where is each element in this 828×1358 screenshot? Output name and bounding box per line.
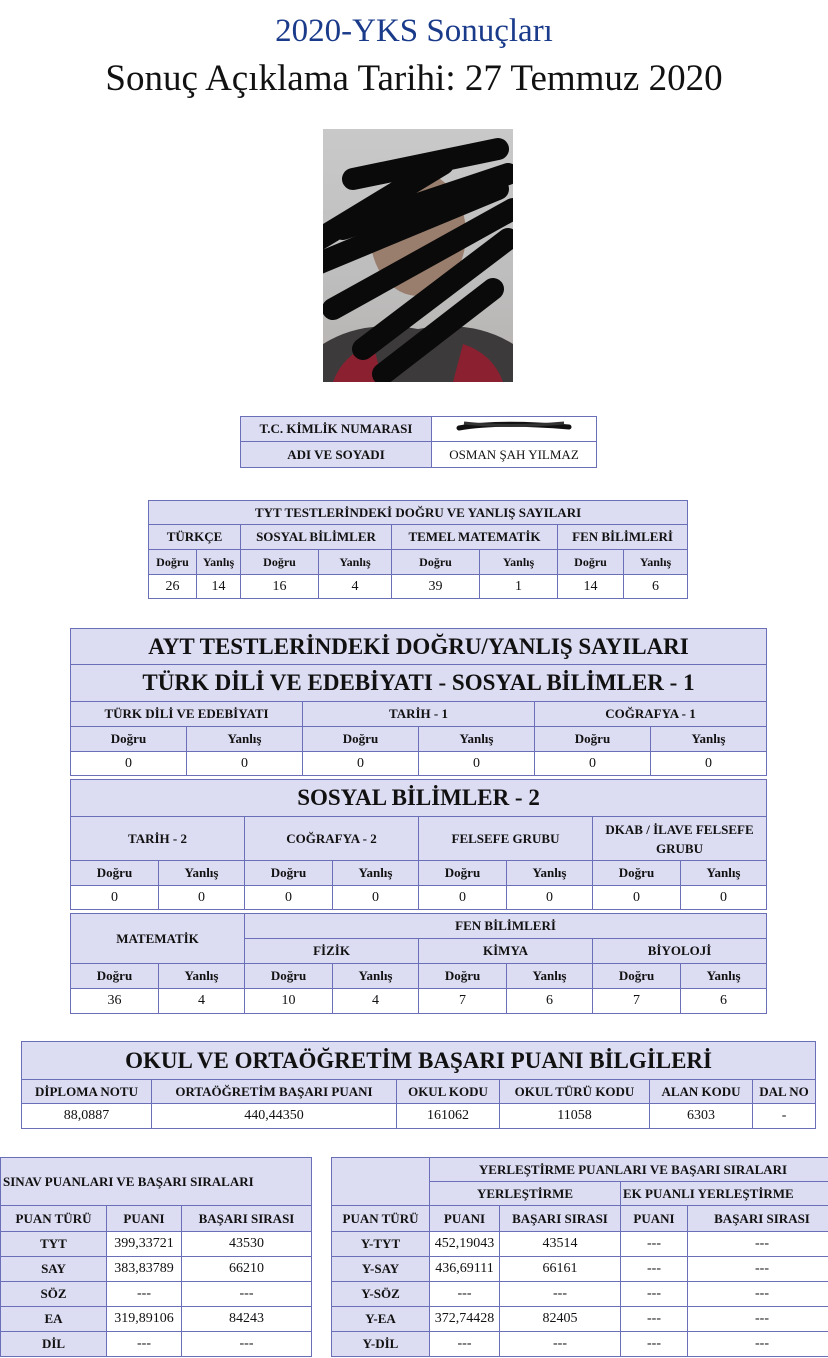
dogru-header: Doğru (593, 964, 681, 989)
puan-turu: SÖZ (1, 1282, 107, 1307)
yanlis-header: Yanlış (197, 550, 241, 575)
ayt-value: 0 (71, 886, 159, 910)
puan-value: 452,19043 (430, 1232, 500, 1257)
tyt-value: 1 (480, 575, 558, 599)
yanlis-header: Yanlış (333, 964, 419, 989)
ayt-value: 7 (593, 989, 681, 1014)
name-label: ADI VE SOYADI (241, 442, 432, 468)
fen-label: FEN BİLİMLERİ (245, 914, 767, 939)
yerlestirme-group: YERLEŞTİRME (430, 1182, 621, 1206)
mat-label: MATEMATİK (71, 914, 245, 964)
ek-puan-value: --- (621, 1232, 688, 1257)
table-row (332, 1332, 828, 1357)
dogru-header: Doğru (241, 550, 319, 575)
okul-value: 11058 (500, 1104, 650, 1129)
okul-header: OKUL TÜRÜ KODU (500, 1080, 650, 1104)
sira-value: 43530 (182, 1232, 312, 1257)
ayt-section1-table (70, 628, 767, 776)
yanlis-header: Yanlış (187, 727, 303, 752)
yerlestirme-corner (332, 1158, 430, 1206)
table-row (332, 1232, 828, 1257)
dogru-header: Doğru (245, 964, 333, 989)
tyt-value: 26 (149, 575, 197, 599)
sinav-table (0, 1157, 312, 1357)
ayt-subject: TÜRK DİLİ VE EDEBİYATI (71, 702, 303, 727)
candidate-photo (323, 129, 513, 382)
okul-header: ALAN KODU (650, 1080, 753, 1104)
ek-puan-value: --- (621, 1282, 688, 1307)
sinav-header: PUANI (107, 1206, 182, 1232)
ek-puan-value: --- (621, 1257, 688, 1282)
puan-turu: SAY (1, 1257, 107, 1282)
dogru-header: Doğru (71, 727, 187, 752)
dogru-header: Doğru (149, 550, 197, 575)
puan-value: 319,89106 (107, 1307, 182, 1332)
yanlis-header: Yanlış (159, 861, 245, 886)
dogru-header: Doğru (71, 861, 159, 886)
sira-value: 66210 (182, 1257, 312, 1282)
announcement-date: Sonuç Açıklama Tarihi: 27 Temmuz 2020 (105, 58, 723, 99)
ek-sira-value: --- (688, 1257, 828, 1282)
ayt-value: 10 (245, 989, 333, 1014)
okul-value: - (753, 1104, 816, 1129)
sinav-header: PUAN TÜRÜ (1, 1206, 107, 1232)
yanlis-header: Yanlış (419, 727, 535, 752)
puan-value: --- (430, 1282, 500, 1307)
fen-subject: BİYOLOJİ (593, 939, 767, 964)
ek-sira-value: --- (688, 1332, 828, 1357)
tyt-table (148, 500, 688, 599)
tyt-value: 39 (392, 575, 480, 599)
table-row (1, 1282, 312, 1307)
ayt-value: 0 (419, 752, 535, 776)
dogru-header: Doğru (419, 964, 507, 989)
table-row (1, 1332, 312, 1357)
ayt-sec1-title: TÜRK DİLİ VE EDEBİYATI - SOSYAL BİLİMLER - 1 (71, 665, 767, 702)
tyt-value: 4 (319, 575, 392, 599)
ayt-subject: DKAB / İLAVE FELSEFE GRUBU (593, 817, 767, 861)
sira-value: --- (182, 1332, 312, 1357)
okul-value: 161062 (397, 1104, 500, 1129)
ayt-value: 0 (71, 752, 187, 776)
dogru-header: Doğru (245, 861, 333, 886)
dogru-header: Doğru (558, 550, 624, 575)
table-row (332, 1307, 828, 1332)
ayt-value: 0 (303, 752, 419, 776)
ayt-sec2-title: SOSYAL BİLİMLER - 2 (71, 780, 767, 817)
ayt-value: 36 (71, 989, 159, 1014)
ayt-subject: COĞRAFYA - 1 (535, 702, 767, 727)
puan-value: --- (107, 1282, 182, 1307)
dogru-header: Doğru (303, 727, 419, 752)
tyt-subject: FEN BİLİMLERİ (558, 525, 688, 550)
dogru-header: Doğru (419, 861, 507, 886)
ayt-value: 0 (507, 886, 593, 910)
yanlis-header: Yanlış (681, 964, 767, 989)
puan-turu: Y-SAY (332, 1257, 430, 1282)
yer-header: PUANI (621, 1206, 688, 1232)
sira-value: 43514 (500, 1232, 621, 1257)
ek-puan-value: --- (621, 1307, 688, 1332)
ayt-value: 0 (333, 886, 419, 910)
yanlis-header: Yanlış (507, 964, 593, 989)
puan-turu: Y-TYT (332, 1232, 430, 1257)
puan-value: --- (430, 1332, 500, 1357)
okul-value: 6303 (650, 1104, 753, 1129)
yanlis-header: Yanlış (651, 727, 767, 752)
tyt-subject: TÜRKÇE (149, 525, 241, 550)
ek-puanli-group: EK PUANLI YERLEŞTİRME (621, 1182, 828, 1206)
ayt-value: 4 (333, 989, 419, 1014)
tc-label: T.C. KİMLİK NUMARASI (241, 417, 432, 442)
tyt-title: TYT TESTLERİNDEKİ DOĞRU VE YANLIŞ SAYILARI (149, 501, 688, 525)
ayt-value: 0 (245, 886, 333, 910)
sira-value: 66161 (500, 1257, 621, 1282)
puan-value: 372,74428 (430, 1307, 500, 1332)
yanlis-header: Yanlış (507, 861, 593, 886)
yerlestirme-title: YERLEŞTİRME PUANLARI VE BAŞARI SIRALARI (430, 1158, 828, 1182)
ayt-value: 0 (681, 886, 767, 910)
table-row (332, 1257, 828, 1282)
puan-value: 436,69111 (430, 1257, 500, 1282)
ayt-subject: TARİH - 2 (71, 817, 245, 861)
sira-value: 84243 (182, 1307, 312, 1332)
okul-header: DİPLOMA NOTU (22, 1080, 152, 1104)
puan-turu: TYT (1, 1232, 107, 1257)
name-value: OSMAN ŞAH YILMAZ (432, 442, 597, 468)
ayt-title: AYT TESTLERİNDEKİ DOĞRU/YANLIŞ SAYILARI (71, 629, 767, 665)
yer-header: PUAN TÜRÜ (332, 1206, 430, 1232)
sira-value: --- (182, 1282, 312, 1307)
dogru-header: Doğru (535, 727, 651, 752)
tyt-subject: SOSYAL BİLİMLER (241, 525, 392, 550)
yanlis-header: Yanlış (480, 550, 558, 575)
tyt-value: 14 (197, 575, 241, 599)
table-row (1, 1257, 312, 1282)
ayt-value: 0 (651, 752, 767, 776)
ayt-value: 6 (507, 989, 593, 1014)
ayt-value: 0 (593, 886, 681, 910)
puan-value: 383,83789 (107, 1257, 182, 1282)
yanlis-header: Yanlış (333, 861, 419, 886)
tyt-value: 14 (558, 575, 624, 599)
puan-turu: Y-SÖZ (332, 1282, 430, 1307)
table-row (1, 1232, 312, 1257)
ayt-section3-table (70, 913, 767, 1014)
tyt-subject: TEMEL MATEMATİK (392, 525, 558, 550)
ek-puan-value: --- (621, 1332, 688, 1357)
sira-value: --- (500, 1332, 621, 1357)
sira-value: 82405 (500, 1307, 621, 1332)
puan-turu: DİL (1, 1332, 107, 1357)
okul-title: OKUL VE ORTAÖĞRETİM BAŞARI PUANI BİLGİLERİ (22, 1042, 816, 1080)
sinav-header: BAŞARI SIRASI (182, 1206, 312, 1232)
dogru-header: Doğru (593, 861, 681, 886)
ayt-value: 4 (159, 989, 245, 1014)
ayt-value: 7 (419, 989, 507, 1014)
dogru-header: Doğru (71, 964, 159, 989)
dogru-header: Doğru (392, 550, 480, 575)
ayt-subject: TARİH - 1 (303, 702, 535, 727)
table-row (1, 1307, 312, 1332)
puan-value: --- (107, 1332, 182, 1357)
ayt-value: 0 (535, 752, 651, 776)
yanlis-header: Yanlış (319, 550, 392, 575)
identity-table (240, 416, 597, 468)
tc-value-redacted (432, 417, 597, 442)
puan-turu: Y-DİL (332, 1332, 430, 1357)
ayt-subject: COĞRAFYA - 2 (245, 817, 419, 861)
ek-sira-value: --- (688, 1307, 828, 1332)
ayt-section2-table (70, 779, 767, 910)
yer-header: BAŞARI SIRASI (688, 1206, 828, 1232)
okul-header: DAL NO (753, 1080, 816, 1104)
yanlis-header: Yanlış (681, 861, 767, 886)
ayt-value: 0 (419, 886, 507, 910)
ayt-subject: FELSEFE GRUBU (419, 817, 593, 861)
ek-sira-value: --- (688, 1232, 828, 1257)
ayt-value: 0 (187, 752, 303, 776)
puan-turu: EA (1, 1307, 107, 1332)
okul-value: 440,44350 (152, 1104, 397, 1129)
ek-sira-value: --- (688, 1282, 828, 1307)
ayt-value: 6 (681, 989, 767, 1014)
fen-subject: FİZİK (245, 939, 419, 964)
tyt-value: 16 (241, 575, 319, 599)
ayt-value: 0 (159, 886, 245, 910)
yanlis-header: Yanlış (624, 550, 688, 575)
sira-value: --- (500, 1282, 621, 1307)
redacted-face-icon (323, 129, 513, 382)
table-row (332, 1282, 828, 1307)
puan-turu: Y-EA (332, 1307, 430, 1332)
okul-table (21, 1041, 816, 1129)
tyt-value: 6 (624, 575, 688, 599)
okul-value: 88,0887 (22, 1104, 152, 1129)
puan-value: 399,33721 (107, 1232, 182, 1257)
yanlis-header: Yanlış (159, 964, 245, 989)
sinav-title: SINAV PUANLARI VE BAŞARI SIRALARI (1, 1158, 312, 1206)
fen-subject: KİMYA (419, 939, 593, 964)
yer-header: PUANI (430, 1206, 500, 1232)
yerlestirme-table (331, 1157, 828, 1357)
okul-header: OKUL KODU (397, 1080, 500, 1104)
page-title: 2020-YKS Sonuçları (275, 13, 553, 49)
okul-header: ORTAÖĞRETİM BAŞARI PUANI (152, 1080, 397, 1104)
yer-header: BAŞARI SIRASI (500, 1206, 621, 1232)
